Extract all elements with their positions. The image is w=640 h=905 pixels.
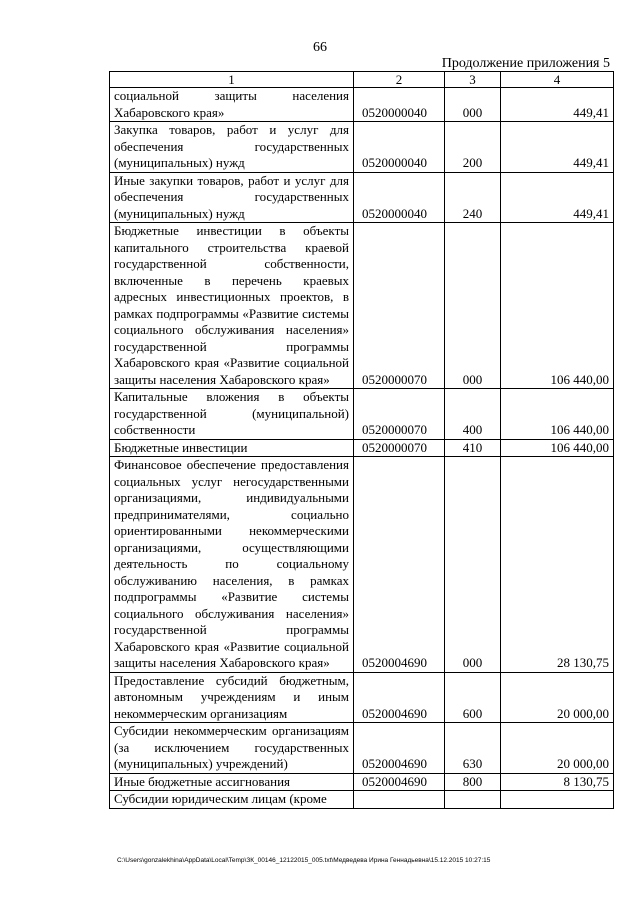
row-name-cell: Бюджетные инвестиции в объекты капитального строительства краевой государственной собственности, включенные в перечень краевых адресных инвестиционных проектов, в рамках подпрограммы «Развитие системы социального обслуживания населения» государственной программы Хабаровского края «Развитие социальной защиты населения Хабаровского края» bbox=[110, 223, 354, 389]
row-code-cell: 0520000070 bbox=[354, 439, 445, 457]
row-code-cell bbox=[354, 791, 445, 809]
row-type-cell: 600 bbox=[445, 672, 501, 723]
page-number: 66 bbox=[313, 40, 327, 55]
row-code-cell: 0520000070 bbox=[354, 223, 445, 389]
row-type-cell: 000 bbox=[445, 88, 501, 122]
row-code-cell: 0520004690 bbox=[354, 773, 445, 791]
table-row bbox=[110, 389, 614, 440]
table-row bbox=[110, 723, 614, 774]
row-amount-cell: 8 130,75 bbox=[501, 773, 614, 791]
row-type-cell: 630 bbox=[445, 723, 501, 774]
table-row bbox=[110, 223, 614, 389]
budget-table bbox=[109, 71, 614, 809]
row-name-cell: Иные бюджетные ассигнования bbox=[110, 773, 354, 791]
row-name-cell: социальной защиты населения Хабаровского края» bbox=[110, 88, 354, 122]
continuation-label: Продолжение приложения 5 bbox=[441, 56, 610, 71]
row-amount-cell: 28 130,75 bbox=[501, 457, 614, 673]
column-header: 3 bbox=[445, 72, 501, 88]
row-amount-cell: 106 440,00 bbox=[501, 223, 614, 389]
row-type-cell: 000 bbox=[445, 457, 501, 673]
table-row bbox=[110, 122, 614, 173]
row-amount-cell: 449,41 bbox=[501, 88, 614, 122]
row-name-cell: Бюджетные инвестиции bbox=[110, 439, 354, 457]
row-type-cell: 400 bbox=[445, 389, 501, 440]
table-row bbox=[110, 773, 614, 791]
row-code-cell: 0520000040 bbox=[354, 88, 445, 122]
row-code-cell: 0520004690 bbox=[354, 672, 445, 723]
table-row bbox=[110, 172, 614, 223]
row-type-cell bbox=[445, 791, 501, 809]
table-row bbox=[110, 791, 614, 809]
row-amount-cell: 106 440,00 bbox=[501, 439, 614, 457]
row-name-cell: Субсидии некоммерческим организациям (за исключением государственных (муниципальных) учреждений) bbox=[110, 723, 354, 774]
row-code-cell: 0520000040 bbox=[354, 172, 445, 223]
row-type-cell: 200 bbox=[445, 122, 501, 173]
row-amount-cell bbox=[501, 791, 614, 809]
table-row bbox=[110, 88, 614, 122]
row-type-cell: 410 bbox=[445, 439, 501, 457]
row-name-cell: Капитальные вложения в объекты государственной (муниципальной) собственности bbox=[110, 389, 354, 440]
row-amount-cell: 106 440,00 bbox=[501, 389, 614, 440]
row-amount-cell: 20 000,00 bbox=[501, 672, 614, 723]
row-type-cell: 800 bbox=[445, 773, 501, 791]
row-name-cell: Иные закупки товаров, работ и услуг для обеспечения государственных (муниципальных) нужд bbox=[110, 172, 354, 223]
column-header: 1 bbox=[110, 72, 354, 88]
table-row bbox=[110, 439, 614, 457]
row-name-cell: Предоставление субсидий бюджетным, автономным учреждениям и иным некоммерческим организациям bbox=[110, 672, 354, 723]
row-type-cell: 240 bbox=[445, 172, 501, 223]
table-row bbox=[110, 457, 614, 673]
row-type-cell: 000 bbox=[445, 223, 501, 389]
footer-file-path: C:\Users\gonzalekhina\AppData\Local\Temp\ЗК_00146_12122015_005.txt\Медведева Ирина Геннадьевна\15.12.2015 10:27:15 bbox=[117, 857, 491, 864]
row-code-cell: 0520000040 bbox=[354, 122, 445, 173]
row-amount-cell: 449,41 bbox=[501, 122, 614, 173]
row-code-cell: 0520000070 bbox=[354, 389, 445, 440]
row-amount-cell: 20 000,00 bbox=[501, 723, 614, 774]
row-name-cell: Субсидии юридическим лицам (кроме bbox=[110, 791, 354, 809]
row-name-cell: Финансовое обеспечение предоставления социальных услуг негосударственными организациями, индивидуальными предпринимателями, социально ориентированными некоммерческими организациями, осуществляющими деятельность по социальному обслуживанию населения, в рамках подпрограммы «Развитие системы социального обслуживания населения» государственной программы Хабаровского края «Развитие социальной защиты населения Хабаровского края» bbox=[110, 457, 354, 673]
row-code-cell: 0520004690 bbox=[354, 723, 445, 774]
table-header-row bbox=[110, 72, 614, 88]
row-amount-cell: 449,41 bbox=[501, 172, 614, 223]
row-code-cell: 0520004690 bbox=[354, 457, 445, 673]
table-row bbox=[110, 672, 614, 723]
column-header: 4 bbox=[501, 72, 614, 88]
column-header: 2 bbox=[354, 72, 445, 88]
row-name-cell: Закупка товаров, работ и услуг для обеспечения государственных (муниципальных) нужд bbox=[110, 122, 354, 173]
